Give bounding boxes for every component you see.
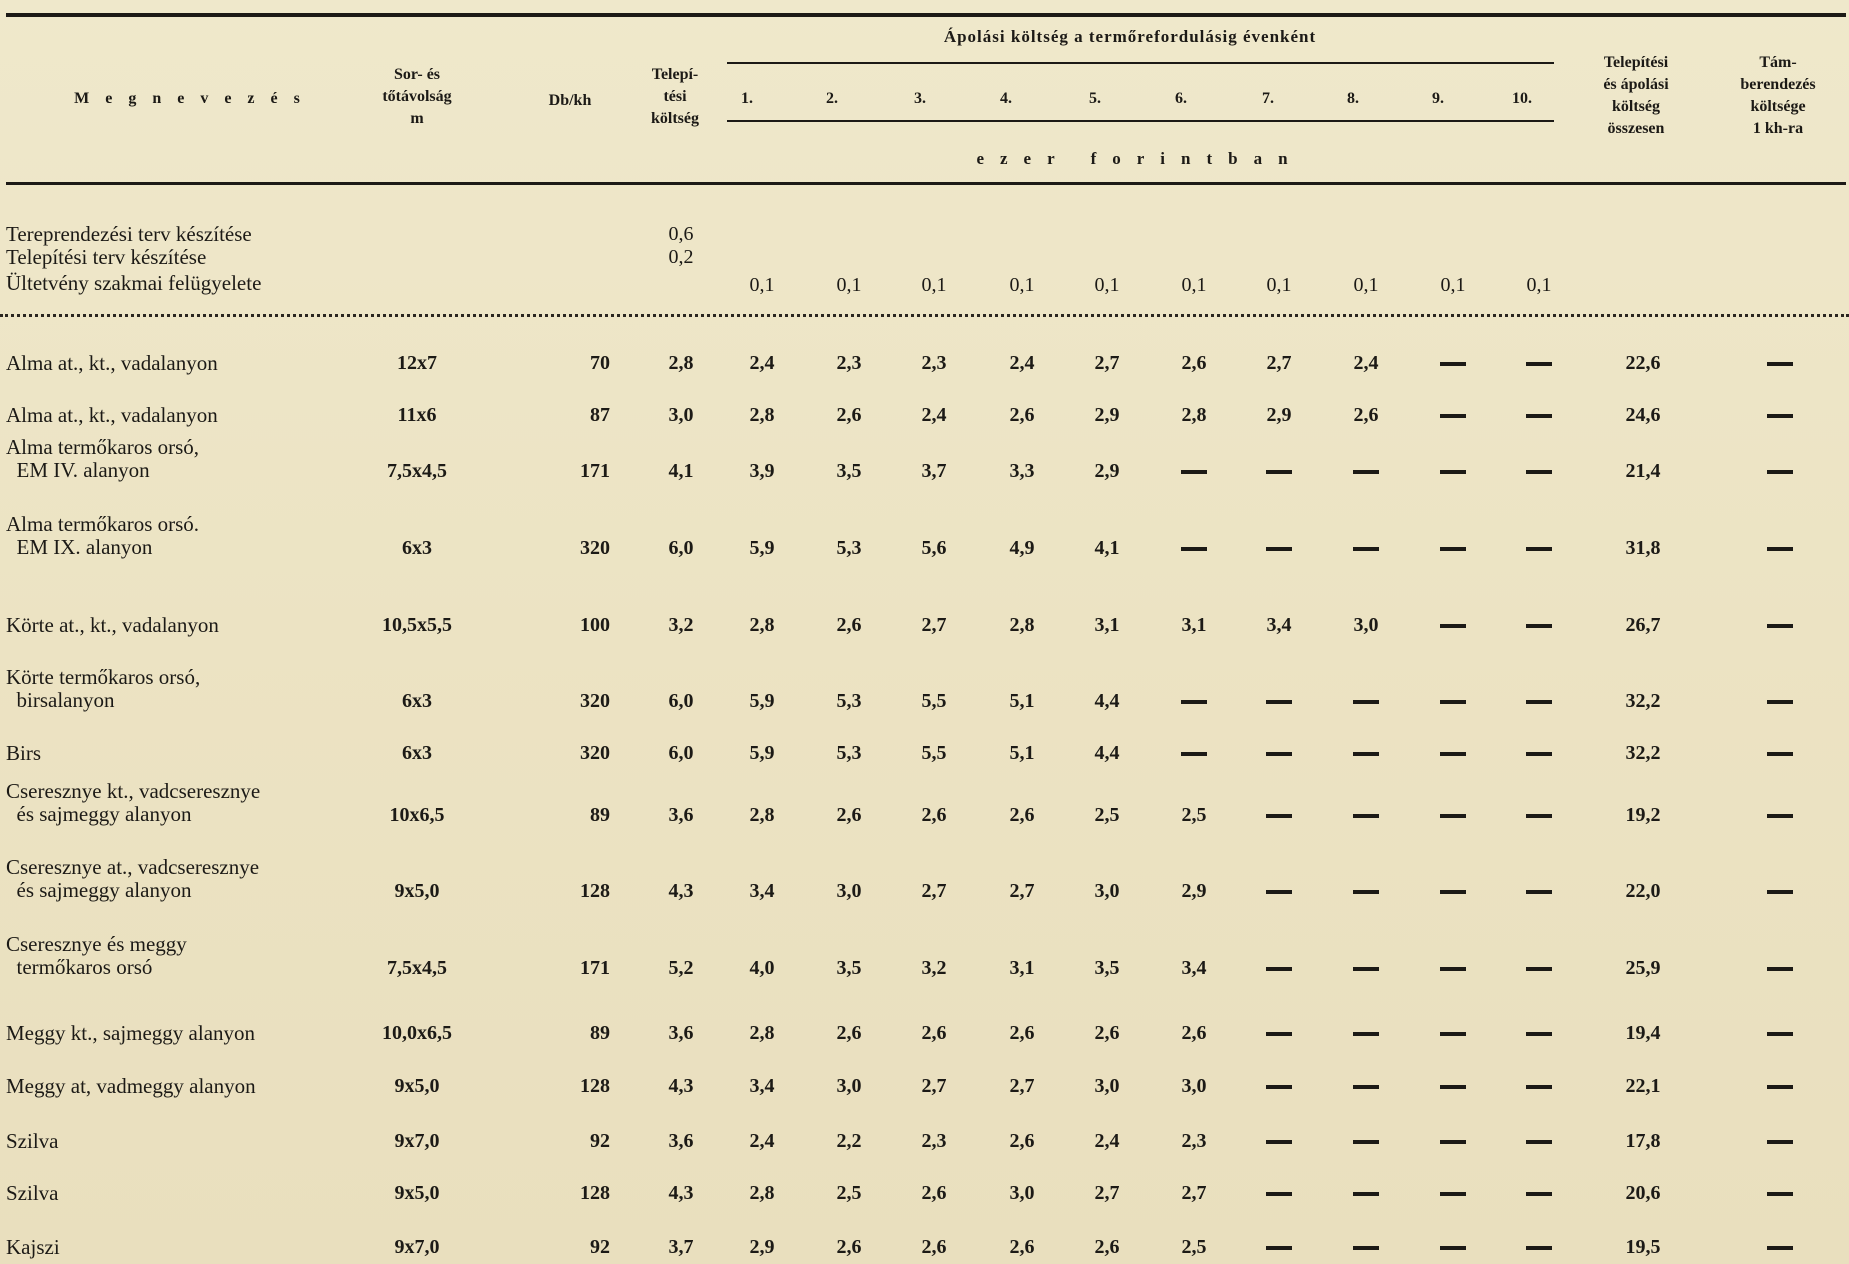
row-year-1: 5,9 [749,537,775,559]
row-name-line: EM IX. alanyon [6,535,153,559]
row-year-4: 2,8 [1009,614,1035,636]
row-spacing: 10,5x5,5 [382,614,452,636]
row-year-8-dash [1353,890,1379,894]
row-name-line: Alma at., kt., vadalanyon [6,403,218,427]
row-year-1: 3,4 [749,880,775,902]
row-spacing: 9x5,0 [394,1182,440,1204]
row-year-2: 2,5 [836,1182,862,1204]
row-year-4: 3,1 [1009,957,1035,979]
row-year-4: 3,0 [1009,1182,1035,1204]
row-spacing: 10,0x6,5 [382,1022,452,1044]
planning-row-2-setup: 0,2 [668,246,694,268]
care-group-rule [727,62,1554,64]
row-setup: 4,3 [668,1182,694,1204]
planning-year-10: 0,1 [1526,274,1552,296]
row-year-10-dash [1526,1140,1552,1144]
planning-year-6: 0,1 [1181,274,1207,296]
row-year-6: 2,6 [1181,352,1207,374]
planning-row-3-name: Ültetvény szakmai felügyelete [6,271,262,295]
row-year-6: 2,9 [1181,880,1207,902]
row-year-4: 2,6 [1009,1236,1035,1258]
row-count: 171 [580,957,610,979]
row-support-dash [1767,752,1793,756]
planning-year-2: 0,1 [836,274,862,296]
row-year-1: 2,8 [749,614,775,636]
header-count: Db/kh [548,92,592,109]
row-count: 100 [580,614,610,636]
row-name-line: EM IV. alanyon [6,458,150,482]
row-year-3: 2,6 [921,1182,947,1204]
row-year-6: 3,1 [1181,614,1207,636]
row-year-1: 2,8 [749,1022,775,1044]
row-year-6-dash [1181,470,1207,474]
row-year-1: 3,4 [749,1075,775,1097]
row-support-dash [1767,814,1793,818]
row-total: 22,6 [1625,352,1661,374]
header-support-line4: 1 kh-ra [1752,120,1804,137]
header-bottom-rule [6,182,1846,185]
row-year-3: 5,5 [921,742,947,764]
header-total-line2: és ápolási [1603,76,1669,93]
row-name-line: Alma termőkaros orsó. [6,512,200,536]
row-year-4: 2,6 [1009,1022,1035,1044]
row-total: 22,0 [1625,880,1661,902]
row-year-5: 2,4 [1094,1130,1120,1152]
row-setup: 4,3 [668,1075,694,1097]
header-total-line1: Telepítési [1603,54,1669,71]
year-7: 7. [1262,90,1274,107]
row-year-9-dash [1440,700,1466,704]
row-year-3: 2,6 [921,1022,947,1044]
row-year-7-dash [1266,890,1292,894]
row-total: 24,6 [1625,404,1661,426]
row-count: 128 [580,1182,610,1204]
row-year-7-dash [1266,1140,1292,1144]
row-year-7-dash [1266,1085,1292,1089]
row-year-4: 5,1 [1009,690,1035,712]
row-year-5: 2,5 [1094,804,1120,826]
planning-year-5: 0,1 [1094,274,1120,296]
row-year-5: 4,1 [1094,537,1120,559]
row-name-line: birsalanyon [6,688,115,712]
row-setup: 3,2 [668,614,694,636]
row-name-line: Szilva [6,1129,59,1153]
header-setup-line1: Telepí- [651,66,699,83]
row-year-3: 2,3 [921,352,947,374]
header-spacing-line3: m [410,110,424,127]
row-total: 21,4 [1625,460,1661,482]
header-support [1708,52,1848,140]
row-year-5: 3,0 [1094,880,1120,902]
row-year-6: 2,6 [1181,1022,1207,1044]
row-year-6: 2,7 [1181,1182,1207,1204]
row-year-8-dash [1353,547,1379,551]
row-count: 92 [590,1130,610,1152]
row-year-2: 3,5 [836,460,862,482]
row-year-8-dash [1353,814,1379,818]
row-spacing: 6x3 [402,537,432,559]
row-name-line: Cseresznye kt., vadcseresznye [6,779,261,803]
row-year-7-dash [1266,1032,1292,1036]
row-year-2: 5,3 [836,537,862,559]
row-year-6-dash [1181,700,1207,704]
row-year-1: 2,8 [749,404,775,426]
row-year-1: 2,4 [749,352,775,374]
row-year-1: 5,9 [749,690,775,712]
row-year-5: 4,4 [1094,742,1120,764]
row-year-9-dash [1440,1140,1466,1144]
row-support-dash [1767,1192,1793,1196]
header-support-line1: Tám- [1759,54,1797,71]
row-year-3: 3,7 [921,460,947,482]
row-year-7-dash [1266,752,1292,756]
row-total: 26,7 [1625,614,1661,636]
row-count: 92 [590,1236,610,1258]
row-year-10-dash [1526,1246,1552,1250]
row-spacing: 12x7 [397,352,437,374]
row-year-5: 2,6 [1094,1236,1120,1258]
row-year-3: 2,4 [921,404,947,426]
row-total: 32,2 [1625,690,1661,712]
top-rule [6,13,1846,17]
row-year-2: 3,0 [836,880,862,902]
planning-row-2-name: Telepítési terv készítése [6,245,207,269]
row-year-2: 2,6 [836,404,862,426]
row-year-10-dash [1526,624,1552,628]
row-year-1: 2,8 [749,804,775,826]
row-year-2: 3,5 [836,957,862,979]
row-year-4: 5,1 [1009,742,1035,764]
row-year-7-dash [1266,1246,1292,1250]
year-6: 6. [1175,90,1187,107]
row-name-line: Meggy at, vadmeggy alanyon [6,1074,256,1098]
header-total [1566,52,1706,140]
row-spacing: 7,5x4,5 [387,957,447,979]
header-spacing-line1: Sor- és [393,66,441,83]
row-year-9-dash [1440,414,1466,418]
row-year-7-dash [1266,470,1292,474]
row-year-2: 3,0 [836,1075,862,1097]
row-year-3: 2,7 [921,1075,947,1097]
row-year-9-dash [1440,967,1466,971]
row-support-dash [1767,624,1793,628]
row-year-5: 2,6 [1094,1022,1120,1044]
row-year-8: 3,0 [1353,614,1379,636]
row-year-3: 2,7 [921,880,947,902]
row-year-4: 2,7 [1009,880,1035,902]
row-year-2: 2,6 [836,614,862,636]
row-year-9-dash [1440,547,1466,551]
row-year-3: 2,6 [921,804,947,826]
row-year-5: 2,7 [1094,1182,1120,1204]
row-count: 128 [580,1075,610,1097]
row-year-6: 2,8 [1181,404,1207,426]
row-total: 25,9 [1625,957,1661,979]
row-year-9-dash [1440,752,1466,756]
row-year-4: 2,6 [1009,804,1035,826]
row-year-1: 4,0 [749,957,775,979]
row-year-8-dash [1353,1246,1379,1250]
row-support-dash [1767,967,1793,971]
header-support-line2: berendezés [1740,76,1816,93]
row-year-10-dash [1526,967,1552,971]
row-year-10-dash [1526,814,1552,818]
row-name-line: Körte at., kt., vadalanyon [6,613,219,637]
row-year-10-dash [1526,1192,1552,1196]
row-year-1: 3,9 [749,460,775,482]
row-year-2: 5,3 [836,690,862,712]
row-year-8-dash [1353,1085,1379,1089]
header-setup-line2: tési [663,88,687,105]
planning-year-9: 0,1 [1440,274,1466,296]
row-name-line: Szilva [6,1181,59,1205]
row-spacing: 7,5x4,5 [387,460,447,482]
header-total-line3: költség [1612,98,1660,115]
row-name-line: Birs [6,741,42,765]
row-year-7: 2,7 [1266,352,1292,374]
row-year-2: 2,6 [836,804,862,826]
planning-year-8: 0,1 [1353,274,1379,296]
row-year-9-dash [1440,362,1466,366]
row-total: 19,2 [1625,804,1661,826]
row-year-7-dash [1266,700,1292,704]
row-year-1: 2,8 [749,1182,775,1204]
row-support-dash [1767,547,1793,551]
row-year-10-dash [1526,362,1552,366]
row-year-10-dash [1526,890,1552,894]
row-count: 89 [590,804,610,826]
row-count: 171 [580,460,610,482]
row-setup: 3,6 [668,804,694,826]
row-year-3: 5,5 [921,690,947,712]
row-year-6: 3,4 [1181,957,1207,979]
row-name-line: és sajmeggy alanyon [6,802,192,826]
row-year-7-dash [1266,1192,1292,1196]
row-name-line: Cseresznye at., vadcseresznye [6,855,260,879]
row-spacing: 9x7,0 [394,1130,440,1152]
header-total-line4: összesen [1607,120,1665,137]
row-setup: 3,0 [668,404,694,426]
row-total: 19,4 [1625,1022,1661,1044]
header-support-line3: költsége [1750,98,1806,115]
row-year-7-dash [1266,967,1292,971]
row-year-6: 2,3 [1181,1130,1207,1152]
dotted-separator [0,314,1849,317]
row-year-3: 2,3 [921,1130,947,1152]
row-setup: 3,6 [668,1022,694,1044]
row-total: 20,6 [1625,1182,1661,1204]
row-setup: 2,8 [668,352,694,374]
row-spacing: 6x3 [402,690,432,712]
row-name-line: Alma at., kt., vadalanyon [6,351,218,375]
row-year-10-dash [1526,700,1552,704]
row-name-line: Alma termőkaros orsó, [6,435,200,459]
row-year-10-dash [1526,414,1552,418]
row-name-line: és sajmeggy alanyon [6,878,192,902]
row-setup: 6,0 [668,537,694,559]
row-setup: 3,6 [668,1130,694,1152]
row-year-8: 2,6 [1353,404,1379,426]
row-year-1: 2,4 [749,1130,775,1152]
year-5: 5. [1089,90,1101,107]
row-year-9-dash [1440,890,1466,894]
row-year-8: 2,4 [1353,352,1379,374]
row-name-line: Kajszi [6,1235,60,1259]
planning-year-7: 0,1 [1266,274,1292,296]
header-setup [625,64,725,130]
row-support-dash [1767,890,1793,894]
row-year-5: 2,7 [1094,352,1120,374]
row-year-9-dash [1440,470,1466,474]
row-name-line: Cseresznye és meggy [6,932,187,956]
row-name-line: Meggy kt., sajmeggy alanyon [6,1021,256,1045]
row-year-2: 5,3 [836,742,862,764]
row-count: 87 [590,404,610,426]
row-year-4: 4,9 [1009,537,1035,559]
year-10: 10. [1512,90,1532,107]
row-support-dash [1767,414,1793,418]
row-total: 22,1 [1625,1075,1661,1097]
row-year-10-dash [1526,1032,1552,1036]
row-year-8-dash [1353,1140,1379,1144]
row-support-dash [1767,1246,1793,1250]
row-year-3: 2,7 [921,614,947,636]
row-year-8-dash [1353,967,1379,971]
row-year-4: 2,4 [1009,352,1035,374]
row-spacing: 9x5,0 [394,1075,440,1097]
row-year-9-dash [1440,1246,1466,1250]
row-count: 70 [590,352,610,374]
planning-row-1-name: Tereprendezési terv készítése [6,222,252,246]
row-setup: 3,7 [668,1236,694,1258]
row-year-8-dash [1353,700,1379,704]
row-year-10-dash [1526,1085,1552,1089]
row-support-dash [1767,362,1793,366]
header-spacing [352,64,482,130]
row-year-2: 2,6 [836,1236,862,1258]
row-name-line: Körte termőkaros orsó, [6,665,201,689]
header-setup-line3: költség [651,110,699,127]
row-year-1: 5,9 [749,742,775,764]
row-setup: 5,2 [668,957,694,979]
row-spacing: 10x6,5 [389,804,445,826]
row-setup: 6,0 [668,690,694,712]
row-year-7-dash [1266,547,1292,551]
row-year-10-dash [1526,547,1552,551]
row-total: 31,8 [1625,537,1661,559]
planning-year-3: 0,1 [921,274,947,296]
row-year-5: 2,9 [1094,404,1120,426]
unit-row: ezer forintban [976,149,1304,168]
row-year-2: 2,6 [836,1022,862,1044]
row-year-7-dash [1266,814,1292,818]
row-year-3: 3,2 [921,957,947,979]
header-name: M e g n e v e z é s [74,90,306,107]
row-name-line: termőkaros orsó [6,955,153,979]
row-year-6-dash [1181,752,1207,756]
row-year-3: 5,6 [921,537,947,559]
planning-year-4: 0,1 [1009,274,1035,296]
year-1: 1. [741,90,753,107]
row-count: 128 [580,880,610,902]
row-year-4: 2,7 [1009,1075,1035,1097]
row-year-10-dash [1526,470,1552,474]
row-year-9-dash [1440,814,1466,818]
year-4: 4. [1000,90,1012,107]
row-year-6: 3,0 [1181,1075,1207,1097]
year-9: 9. [1432,90,1444,107]
row-year-5: 4,4 [1094,690,1120,712]
row-setup: 4,1 [668,460,694,482]
row-count: 320 [580,537,610,559]
row-count: 320 [580,742,610,764]
row-year-9-dash [1440,624,1466,628]
row-year-2: 2,3 [836,352,862,374]
header-spacing-line2: tőtávolság [382,88,452,105]
row-year-6: 2,5 [1181,804,1207,826]
row-support-dash [1767,1032,1793,1036]
row-year-4: 3,3 [1009,460,1035,482]
row-year-5: 3,5 [1094,957,1120,979]
planning-row-1-setup: 0,6 [668,223,694,245]
row-spacing: 11x6 [397,404,437,426]
row-year-7: 3,4 [1266,614,1292,636]
row-setup: 6,0 [668,742,694,764]
row-year-6: 2,5 [1181,1236,1207,1258]
row-year-2: 2,2 [836,1130,862,1152]
row-total: 32,2 [1625,742,1661,764]
year-2: 2. [826,90,838,107]
row-year-7: 2,9 [1266,404,1292,426]
row-year-6-dash [1181,547,1207,551]
row-year-9-dash [1440,1085,1466,1089]
row-year-5: 2,9 [1094,460,1120,482]
row-year-9-dash [1440,1192,1466,1196]
planning-year-1: 0,1 [749,274,775,296]
row-year-8-dash [1353,1032,1379,1036]
row-year-8-dash [1353,752,1379,756]
year-8: 8. [1347,90,1359,107]
row-year-4: 2,6 [1009,1130,1035,1152]
row-support-dash [1767,700,1793,704]
row-spacing: 6x3 [402,742,432,764]
row-total: 19,5 [1625,1236,1661,1258]
row-count: 89 [590,1022,610,1044]
row-year-3: 2,6 [921,1236,947,1258]
row-support-dash [1767,1140,1793,1144]
row-year-5: 3,1 [1094,614,1120,636]
row-total: 17,8 [1625,1130,1661,1152]
row-setup: 4,3 [668,880,694,902]
row-year-1: 2,9 [749,1236,775,1258]
row-year-10-dash [1526,752,1552,756]
row-spacing: 9x5,0 [394,880,440,902]
row-year-5: 3,0 [1094,1075,1120,1097]
year-rule [727,120,1554,122]
row-spacing: 9x7,0 [394,1236,440,1258]
row-support-dash [1767,470,1793,474]
row-year-9-dash [1440,1032,1466,1036]
row-support-dash [1767,1085,1793,1089]
row-count: 320 [580,690,610,712]
row-year-4: 2,6 [1009,404,1035,426]
row-year-8-dash [1353,470,1379,474]
row-year-8-dash [1353,1192,1379,1196]
care-group-header: Ápolási költség a termőrefordulásig évenként [943,27,1317,46]
year-3: 3. [914,90,926,107]
